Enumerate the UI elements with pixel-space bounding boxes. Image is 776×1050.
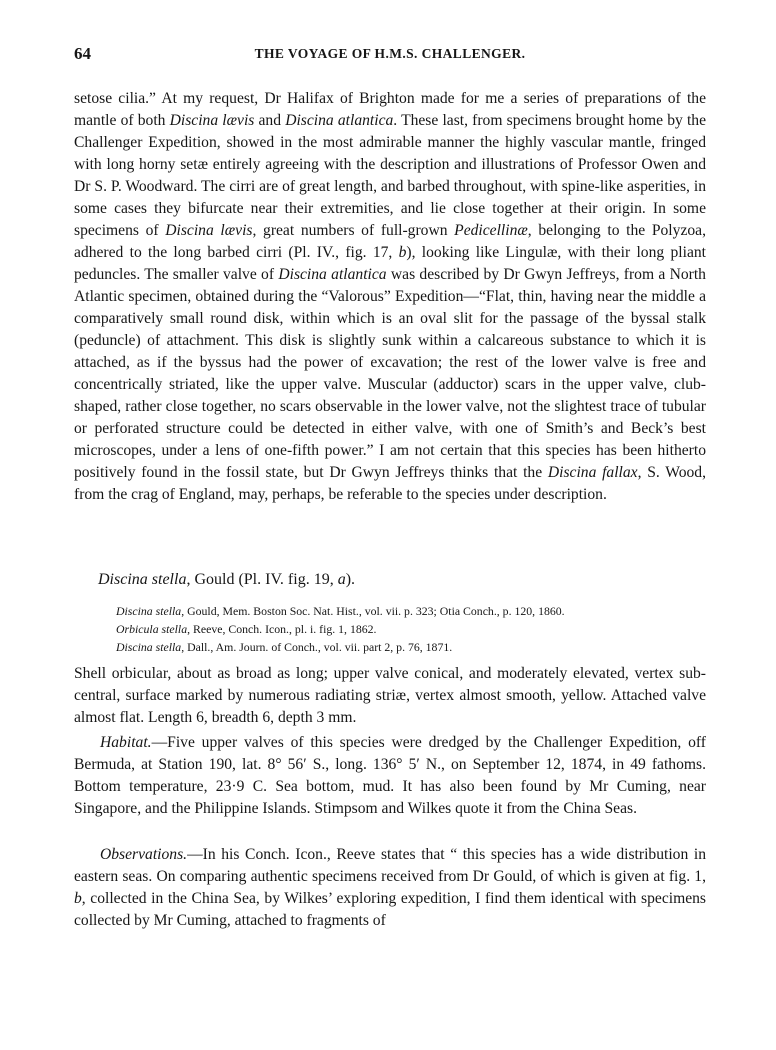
synonymy-entry: Orbicula stella, Reeve, Conch. Icon., pl. i. fig. 1, 1862. (116, 622, 377, 636)
habitat-label: Habitat. (100, 734, 152, 751)
synonymy-entry: Discina stella, Dall., Am. Journ. of Conch., vol. vii. part 2, p. 76, 1871. (116, 640, 453, 654)
species-heading: Discina stella, Gould (Pl. IV. fig. 19, a). (98, 571, 356, 588)
body-paragraph: setose cilia.” At my request, Dr Halifax of Brighton made for me a series of preparations of the mantle of both Discina lævis and Discina atlantica. These last, from specimens brought home by the Challenger Expedition, showed in the most admirable manner the highly vascular mantle, fringed with long horny setæ entirely agreeing with the description and illustrations of Professor Owen and Dr S. P. Woodward. The cirri are of great length, and barbed throughout, with spine-like asperities, in some cases they bifurcate near their extremities, and lie close together at their origin. In some specimens of Discina lævis, great numbers of full-grown Pedicellinæ, belonging to the Polyzoa, adhered to the long barbed cirri (Pl. IV., fig. 17, b), looking like Lingulæ, with their long pliant peduncles. The smaller valve of Discina atlantica was described by Dr Gwyn Jeffreys, from a North Atlantic specimen, obtained during the “Valorous” Expedition—“Flat, thin, having near the middle a comparatively small round disk, within which is an oval slit for the passage of the byssal stalk (peduncle) of attachment. This disk is slightly sunk within a calcareous substance to which it is attached, as if the byssus had the power of excavation; the rest of the lower valve is free and concentrically striated, like the upper valve. Muscular (adductor) scars in the upper valve, club-shaped, rather close together, no scars observable in the lower valve, not the slightest trace of tubular or perforated structure could be detected in either valve, with one of Smith’s and Beck’s best microscopes, under a lens of one-fifth power.” I am not certain that this species has been hitherto positively found in the fossil state, but Dr Gwyn Jeffreys thinks that the Discina fallax, S. Wood, from the crag of England, may, perhaps, be referable to the species under description. (74, 90, 707, 503)
page-header (74, 44, 706, 64)
page-number: 64 (74, 44, 91, 63)
synonymy-entry: Discina stella, Gould, Mem. Boston Soc. Nat. Hist., vol. vii. p. 323; Otia Conch., p. 120, 1860. (116, 604, 565, 618)
observations-label: Observations. (100, 846, 188, 863)
running-title: THE VOYAGE OF H.M.S. CHALLENGER. (254, 46, 526, 61)
observations-paragraph: Observations.—In his Conch. Icon., Reeve states that “ this species has a wide distribution in eastern seas. On comparing authentic specimens received from Dr Gould, of which is given at fig. 1, b, collected in the China Sea, by Wilkes’ exploring expedition, I find them identical with specimens collected by Mr Cuming, attached to fragments of (74, 846, 706, 929)
habitat-paragraph: Habitat.—Five upper valves of this species were dredged by the Challenger Expedition, off Bermuda, at Station 190, lat. 8° 56′ S., long. 136° 5′ N., on September 12, 1874, in 49 fathoms. Bottom temperature, 23·9 C. Sea bottom, mud. It has also been found by Mr Cuming, near Singapore, and the Philippine Islands. Stimpsom and Wilkes quote it from the China Seas. (74, 734, 706, 817)
synonymy-list (116, 602, 716, 656)
description-paragraph: Shell orbicular, about as broad as long; upper valve conical, and moderately elevated, vertex sub-central, surface marked by numerous radiating striæ, vertex almost smooth, yellow. Attached valve almost flat. Length 6, breadth 6, depth 3 mm. (74, 665, 706, 726)
